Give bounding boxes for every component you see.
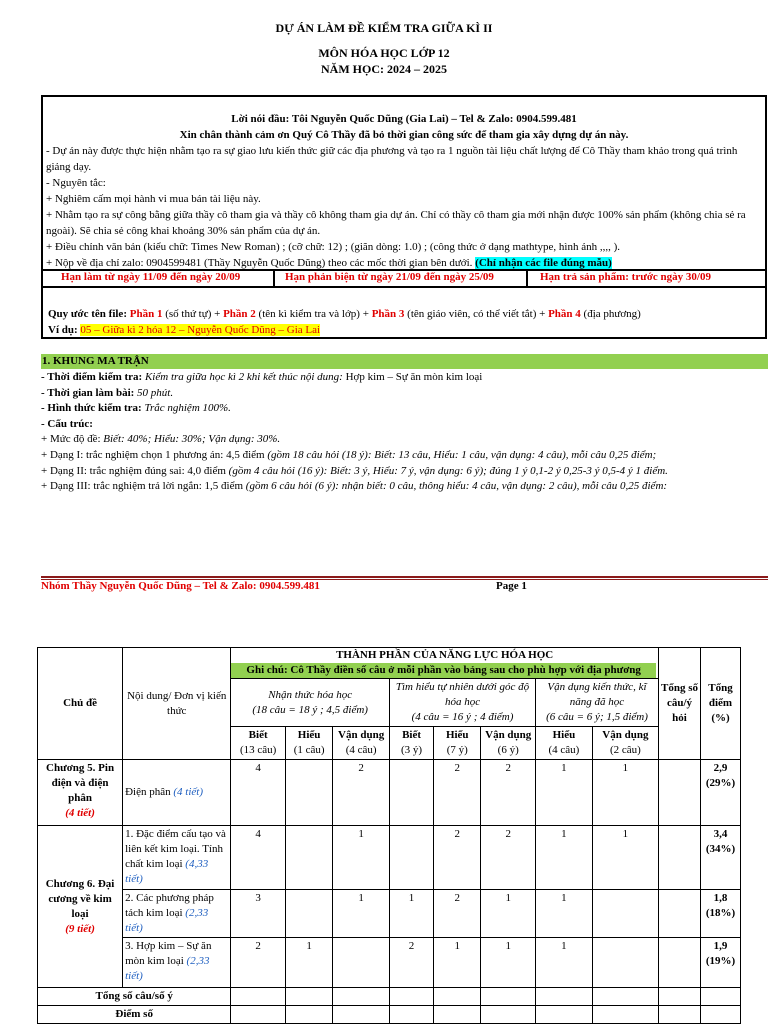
- type1-detail: (gồm 18 câu hỏi (18 ý): Biết: 13 câu, Hiểu: 1 câu, vận dụng: 4 câu), mỗi câu 0,25 điểm;: [267, 448, 657, 461]
- score-row: [38, 1006, 741, 1024]
- cell: [333, 938, 390, 988]
- h-total-q: Tổng số câu/ý hỏi: [658, 648, 700, 760]
- intro-thanks: Xin chân thành cảm ơn Quý Cô Thầy đã bỏ thời gian công sức để tham gia xây dựng dự án này.: [179, 129, 629, 141]
- deadline-review: Hạn phản biện từ ngày 21/09 đến ngày 25/09: [285, 271, 494, 283]
- exam-duration-value: 50 phút.: [137, 386, 174, 399]
- divider: [526, 269, 528, 286]
- sub-col: Biết (13 câu): [231, 727, 286, 760]
- intro-p5: + Điều chỉnh văn bản (kiểu chữ: Times New Roman) ; (cỡ chữ: 12) ; (giãn dòng: 1.0) ; (công thức ở dạng mathtype, hình ảnh ,,,, ).: [46, 241, 621, 253]
- g1-title: Nhận thức hóa học: [268, 688, 353, 701]
- type2-prefix: + Dạng II: trắc nghiệm đúng sai: 4,0 điểm: [41, 464, 226, 477]
- exam-duration-label: - Thời gian làm bài:: [41, 386, 135, 399]
- doc-year: NĂM HỌC: 2024 – 2025: [321, 62, 447, 76]
- naming-part4: Phần 4: [548, 308, 581, 320]
- g1: [231, 679, 390, 727]
- intro-p2: - Nguyên tắc:: [46, 177, 106, 189]
- difficulty-value: Biết: 40%; Hiểu: 30%; Vận dụng: 30%.: [103, 433, 281, 446]
- intro-p6-note: (Chỉ nhận các file đúng mẫu): [475, 257, 612, 269]
- naming-label: Quy ước tên file: [48, 308, 124, 320]
- cell: 4: [231, 826, 286, 890]
- intro-p6-main: + Nộp về địa chỉ zalo: 0904599481 (Thầy Nguyễn Quốc Dũng) theo các mốc thời gian bên dưới.: [46, 257, 473, 269]
- naming-part2-desc: (tên kì kiểm tra và lớp) +: [258, 308, 369, 320]
- exam-structure: - Cấu trúc:: [41, 417, 93, 430]
- cell: [389, 826, 433, 890]
- exam-form-label: - Hình thức kiểm tra:: [41, 402, 142, 415]
- score-cell: 1,8 (18%): [701, 890, 741, 938]
- naming-convention: Quy ước tên file: Phần 1 (số thứ tự) + Phần 2 (tên kì kiểm tra và lớp) + Phần 3 (tên giáo viên, có thể viết tắt) + Phần 4 (địa phương): [48, 308, 641, 320]
- total-label: Tổng số câu/số ý: [38, 988, 231, 1006]
- cell: 2: [434, 890, 481, 938]
- cell: 1: [434, 938, 481, 988]
- cell: 2: [231, 938, 286, 988]
- exam-time: [41, 370, 768, 386]
- doc-subject: MÔN HÓA HỌC LỚP 12: [318, 46, 450, 60]
- sub-col: Hiểu (1 câu): [285, 727, 332, 760]
- cell: 2: [481, 826, 536, 890]
- total-row: [38, 988, 741, 1006]
- exam-time-value: Hợp kim – Sự ăn mòn kim loại: [345, 371, 483, 383]
- naming-part3-desc: (tên giáo viên, có thể viết tắt) +: [407, 308, 546, 320]
- cell: 1: [592, 826, 658, 890]
- table-row: [38, 938, 741, 988]
- h-note: Ghi chú: Cô Thầy điền số câu ở mỗi phần vào bảng sau cho phù hợp với địa phương: [231, 663, 656, 678]
- type3-detail: (gồm 6 câu hỏi (6 ý): nhận biết: 0 câu, thông hiểu: 4 câu, vận dụng: 2 câu), mỗi câu 0,25 điểm:: [245, 480, 668, 493]
- score-cell: 3,4 (34%): [701, 826, 741, 890]
- score-cell: 2,9 (29%): [701, 760, 741, 826]
- g2: [389, 679, 535, 727]
- sub-col: Biết (3 ý): [389, 727, 433, 760]
- g3-title: Vận dụng kiến thức, kĩ năng đã học: [547, 681, 647, 708]
- score-cell: 1,9 (19%): [701, 938, 741, 988]
- type1-prefix: + Dạng I: trắc nghiệm chọn 1 phương án: 4,5 điểm: [41, 448, 265, 461]
- cell: [658, 760, 700, 826]
- naming-part4-desc: (địa phương): [583, 308, 641, 320]
- cell: [658, 826, 700, 890]
- cell: 1: [536, 760, 593, 826]
- cell: 1: [333, 890, 390, 938]
- ch5-topic: Chương 5. Pin điện và điện phân (4 tiết): [38, 760, 123, 826]
- exam-form-value: Trắc nghiệm 100%.: [144, 402, 231, 415]
- sub-col: Vận dụng (6 ý): [481, 727, 536, 760]
- h-competency: THÀNH PHẦN CỦA NĂNG LỰC HÓA HỌC: [336, 649, 554, 661]
- type2: [41, 464, 768, 480]
- sub-col: Vận dụng (2 câu): [592, 727, 658, 760]
- ch6-r1-content: 1. Đặc điểm cấu tạo và liên kết kim loại. Tính chất kim loại (4,33 tiết): [123, 826, 231, 890]
- cell: [592, 938, 658, 988]
- cell: 1: [285, 938, 332, 988]
- sub-col: Vận dụng (4 câu): [333, 727, 390, 760]
- divider: [273, 269, 275, 286]
- g2-sub: (4 câu = 16 ý ; 4 điểm): [411, 711, 514, 723]
- intro-p4: + Nhằm tạo ra sự công bằng giữa thầy cô tham gia và thầy cô không tham gia dự án. Chỉ có thầy cô tham gia mới nhận được 100% sản phẩm (không chia sẻ ra ngoài). Sẽ chia sẻ công khai khoảng 30% sản phẩm của dự án.: [46, 209, 746, 237]
- ch6-r3-content: 3. Hợp kim – Sự ăn mòn kim loại (2,33 tiết): [123, 938, 231, 988]
- h-total-score: Tổng điểm (%): [701, 648, 741, 760]
- section1-body: [41, 370, 768, 495]
- table-row: [38, 890, 741, 938]
- cell: 1: [481, 938, 536, 988]
- example-value: 05 – Giữa kì 2 hóa 12 – Nguyễn Quốc Dũng – Gia Lai: [80, 324, 321, 336]
- header-row: [38, 648, 741, 679]
- section-heading: 1. KHUNG MA TRẬN: [41, 354, 768, 369]
- type3: [41, 479, 768, 495]
- footer-author: Nhóm Thầy Nguyễn Quốc Dũng – Tel & Zalo: 0904.599.481: [41, 580, 320, 592]
- cell: 4: [231, 760, 286, 826]
- cell: [285, 760, 332, 826]
- cell: 2: [434, 826, 481, 890]
- naming-part1: Phần 1: [129, 308, 163, 320]
- cell: 2: [389, 938, 433, 988]
- g3-sub: (6 câu = 6 ý; 1,5 điểm): [546, 711, 648, 723]
- cell: 1: [481, 890, 536, 938]
- matrix-table: [37, 647, 741, 1024]
- exam-time-italic: Kiểm tra giữa học kì 2 khi kết thúc nội dung:: [144, 371, 343, 383]
- cell: 1: [592, 760, 658, 826]
- table-row: [38, 760, 741, 826]
- type1: [41, 448, 768, 464]
- cell: [285, 826, 332, 890]
- exam-duration: [41, 386, 768, 402]
- naming-part1-desc: (số thứ tự) +: [165, 308, 221, 320]
- intro-p1: - Dự án này được thực hiện nhằm tạo ra sự giao lưu kiến thức giữ các địa phương và tạo ra 1 nguồn tài liệu chất lượng để Cô Thầy tham khảo trong quá trình giảng dạy.: [46, 145, 738, 173]
- table-row: [38, 826, 741, 890]
- divider: [43, 286, 765, 288]
- cell: 3: [231, 890, 286, 938]
- g3: [536, 679, 659, 727]
- difficulty-prefix: + Mức độ đề:: [41, 433, 101, 446]
- doc-title: DỰ ÁN LÀM ĐỀ KIỂM TRA GIỮA KÌ II: [275, 21, 493, 35]
- ch6-topic: Chương 6. Đại cương về kim loại (9 tiết): [38, 826, 123, 988]
- cell: [592, 890, 658, 938]
- type3-prefix: + Dạng III: trắc nghiệm trả lời ngắn: 1,5 điểm: [41, 480, 244, 493]
- exam-time-label: - Thời điểm kiểm tra:: [41, 371, 143, 383]
- sub-col: Hiểu (4 câu): [536, 727, 593, 760]
- cell: [658, 938, 700, 988]
- h-competency-cell: [231, 648, 659, 679]
- cell: 1: [333, 826, 390, 890]
- deadline-return: Hạn trả sản phẩm: trước ngày 30/09: [540, 271, 711, 283]
- g2-title: Tìm hiểu tự nhiên dưới góc độ hóa học: [395, 681, 530, 708]
- sub-col: Hiểu (7 ý): [434, 727, 481, 760]
- example-label: Ví dụ:: [48, 324, 78, 336]
- cell: 1: [536, 890, 593, 938]
- naming-part3: Phần 3: [371, 308, 405, 320]
- cell: 1: [536, 826, 593, 890]
- intro-box: [41, 95, 767, 339]
- score-label: Điểm số: [38, 1006, 231, 1024]
- cell: 2: [434, 760, 481, 826]
- naming-part2: Phần 2: [223, 308, 256, 320]
- h-topic: Chủ đề: [38, 648, 123, 760]
- intro-greeting: Lời nói đầu: Tôi Nguyễn Quốc Dũng (Gia Lai) – Tel & Zalo: 0904.599.481: [231, 113, 577, 125]
- type2-detail: (gồm 4 câu hỏi (16 ý): Biết: 3 ý, Hiểu: 7 ý, vận dụng: 6 ý); đúng 1 ý 0,1-2 ý 0,25-3 ý 0,5-4 ý 1 điểm.: [228, 464, 668, 477]
- intro-p3: + Nghiêm cấm mọi hành vi mua bán tài liệu này.: [46, 193, 261, 205]
- exam-form: [41, 401, 768, 417]
- cell: [389, 760, 433, 826]
- ch6-r2-content: 2. Các phương pháp tách kim loại (2,33 tiết): [123, 890, 231, 938]
- h-content: Nội dung/ Đơn vị kiến thức: [123, 648, 231, 760]
- cell: 1: [389, 890, 433, 938]
- naming-example: [48, 322, 320, 338]
- cell: 1: [536, 938, 593, 988]
- footer-page: Page 1: [496, 580, 527, 592]
- g1-sub: (18 câu = 18 ý ; 4,5 điểm): [252, 703, 368, 716]
- deadline-work: Hạn làm từ ngày 11/09 đến ngày 20/09: [61, 271, 241, 283]
- cell: 2: [481, 760, 536, 826]
- cell: [285, 890, 332, 938]
- ch5-r1-content: Điện phân (4 tiết): [123, 760, 231, 826]
- footer-rule: [41, 576, 768, 578]
- cell: 2: [333, 760, 390, 826]
- cell: [658, 890, 700, 938]
- difficulty: [41, 432, 768, 448]
